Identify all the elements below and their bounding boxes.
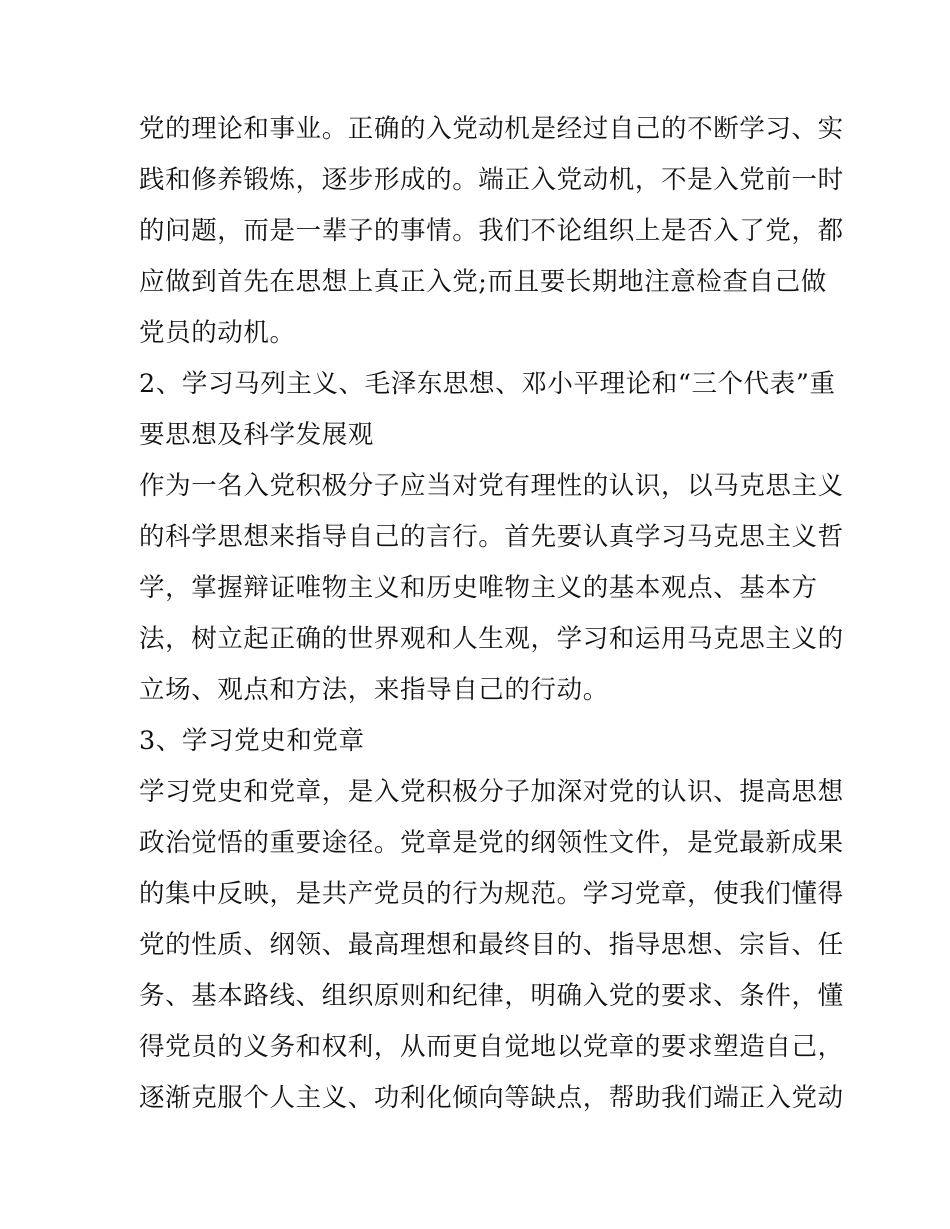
- paragraph-line: 立场、观点和方法，来指导自己的行动。: [139, 675, 609, 705]
- paragraph-line: 应做到首先在思想上真正入党;而且要长期地注意检查自己做: [139, 267, 827, 297]
- paragraph-line: 的集中反映，是共产党员的行为规范。学习党章，使我们懂得: [139, 879, 844, 909]
- paragraph-line: 作为一名入党积极分子应当对党有理性的认识，以马克思主义: [139, 471, 844, 501]
- paragraph-line: 逐渐克服个人主义、功利化倾向等缺点，帮助我们端正入党动: [139, 1083, 844, 1113]
- section-heading-2-continued: 要思想及科学发展观: [139, 420, 374, 450]
- paragraph-line: 的科学思想来指导自己的言行。首先要认真学习马克思主义哲: [139, 522, 844, 552]
- document-body: [139, 104, 844, 1124]
- paragraph-line: 践和修养锻炼，逐步形成的。端正入党动机，不是入党前一时: [139, 165, 844, 195]
- paragraph-line: 务、基本路线、组织原则和纪律，明确入党的要求、条件，懂: [139, 981, 844, 1011]
- paragraph-line: 得党员的义务和权利，从而更自觉地以党章的要求塑造自己，: [139, 1032, 844, 1062]
- section-heading-2: 2、学习马列主义、毛泽东思想、邓小平理论和“三个代表”重: [139, 369, 836, 399]
- paragraph-line: 的问题，而是一辈子的事情。我们不论组织上是否入了党，都: [139, 216, 844, 246]
- paragraph-line: 党员的动机。: [139, 318, 296, 348]
- paragraph-line: 学，掌握辩证唯物主义和历史唯物主义的基本观点、基本方: [139, 573, 818, 603]
- section-heading-3: 3、学习党史和党章: [139, 726, 365, 756]
- paragraph-line: 党的性质、纲领、最高理想和最终目的、指导思想、宗旨、任: [139, 930, 844, 960]
- paragraph-line: 法，树立起正确的世界观和人生观，学习和运用马克思主义的: [139, 624, 844, 654]
- paragraph-line: 党的理论和事业。正确的入党动机是经过自己的不断学习、实: [139, 114, 844, 144]
- paragraph-line: 学习党史和党章，是入党积极分子加深对党的认识、提高思想: [139, 777, 844, 807]
- paragraph-line: 政治觉悟的重要途径。党章是党的纲领性文件，是党最新成果: [139, 828, 844, 858]
